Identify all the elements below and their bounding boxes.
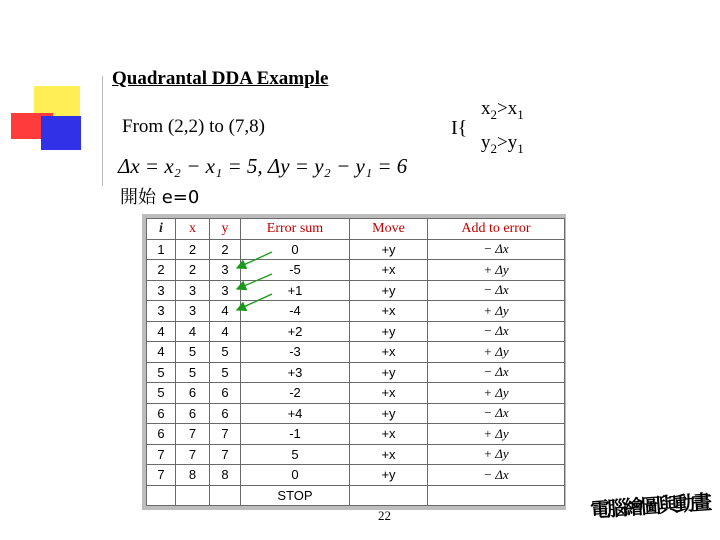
cell-add-to-error: + Δy bbox=[428, 444, 565, 465]
cell-i: 6 bbox=[147, 403, 176, 424]
cell-move: +x bbox=[350, 301, 428, 322]
cell-move: +y bbox=[350, 362, 428, 383]
cell-x: 7 bbox=[176, 444, 210, 465]
cell-y: 5 bbox=[210, 342, 241, 363]
cell-i: 6 bbox=[147, 424, 176, 445]
cell-x: 8 bbox=[176, 465, 210, 486]
cell-y: 4 bbox=[210, 321, 241, 342]
arrow-2 bbox=[237, 274, 272, 289]
cell-error-sum: 0 bbox=[241, 239, 350, 260]
cell-add-to-error: + Δy bbox=[428, 260, 565, 281]
cell-y: 7 bbox=[210, 444, 241, 465]
cell-move: +y bbox=[350, 465, 428, 486]
cell-x: 5 bbox=[176, 362, 210, 383]
cell-i: 5 bbox=[147, 362, 176, 383]
cell-error-sum: +2 bbox=[241, 321, 350, 342]
cell-x: 6 bbox=[176, 403, 210, 424]
cell-error-sum: +3 bbox=[241, 362, 350, 383]
cell-i: 7 bbox=[147, 465, 176, 486]
condition-brace: I{ bbox=[451, 117, 468, 139]
condition-y: $y_2>y_1$ bbox=[481, 132, 524, 156]
cell-error-sum: -1 bbox=[241, 424, 350, 445]
cell-error-sum: -5 bbox=[241, 260, 350, 281]
cell-x: 6 bbox=[176, 383, 210, 404]
cell-y: 2 bbox=[210, 239, 241, 260]
cell-error-sum: -4 bbox=[241, 301, 350, 322]
cell-y: 8 bbox=[210, 465, 241, 486]
cell-add-to-error: − Δx bbox=[428, 321, 565, 342]
cell-x: 4 bbox=[176, 321, 210, 342]
start-condition: 開始 e=0 bbox=[120, 187, 200, 208]
cell-i: 7 bbox=[147, 444, 176, 465]
header-move: Move bbox=[350, 219, 428, 240]
cell-i: 4 bbox=[147, 321, 176, 342]
cell-add-to-error: + Δy bbox=[428, 424, 565, 445]
cell-x: 3 bbox=[176, 280, 210, 301]
header-x: x bbox=[176, 219, 210, 240]
cell-error-sum: +4 bbox=[241, 403, 350, 424]
cell-error-sum: -2 bbox=[241, 383, 350, 404]
condition-x: $x_2>x_1$ bbox=[481, 98, 524, 122]
cell-x: 2 bbox=[176, 260, 210, 281]
cell-y: 7 bbox=[210, 424, 241, 445]
cell-i: 4 bbox=[147, 342, 176, 363]
cell-move: +y bbox=[350, 321, 428, 342]
cell-i: 2 bbox=[147, 260, 176, 281]
header-y: y bbox=[210, 219, 241, 240]
cell-move: +x bbox=[350, 383, 428, 404]
cell-move: +x bbox=[350, 260, 428, 281]
arrow-3 bbox=[237, 294, 272, 310]
cell-add-to-error: − Δx bbox=[428, 362, 565, 383]
cell-y: 3 bbox=[210, 260, 241, 281]
cell-error-sum: +1 bbox=[241, 280, 350, 301]
delta-equation: Δx = x₂ − x₁ = 5, Δy = y₂ − y₁ = 6 bbox=[118, 154, 408, 178]
cell-error-sum: -3 bbox=[241, 342, 350, 363]
cell-y: 5 bbox=[210, 362, 241, 383]
cell-y: 6 bbox=[210, 403, 241, 424]
stop-label: STOP bbox=[241, 485, 350, 506]
header-add-to-error: Add to error bbox=[428, 219, 565, 240]
from-to-text: From (2,2) to (7,8) bbox=[122, 116, 266, 137]
slide-title: Quadrantal DDA Example bbox=[112, 68, 329, 89]
cell-move: +x bbox=[350, 342, 428, 363]
cell-add-to-error: + Δy bbox=[428, 301, 565, 322]
cell-y: 4 bbox=[210, 301, 241, 322]
cell-move: +y bbox=[350, 239, 428, 260]
cell-i: 1 bbox=[147, 239, 176, 260]
header-i: i bbox=[147, 219, 176, 240]
corner-logo-text: 電腦繪圖與動畫 bbox=[589, 489, 710, 523]
cell-x: 7 bbox=[176, 424, 210, 445]
cell-y: 3 bbox=[210, 280, 241, 301]
cell-error-sum: 0 bbox=[241, 465, 350, 486]
cell-add-to-error: + Δy bbox=[428, 342, 565, 363]
header-error-sum: Error sum bbox=[241, 219, 350, 240]
cell-error-sum: 5 bbox=[241, 444, 350, 465]
cell-y: 6 bbox=[210, 383, 241, 404]
cell-add-to-error: + Δy bbox=[428, 383, 565, 404]
cell-move: +x bbox=[350, 444, 428, 465]
cell-i: 3 bbox=[147, 280, 176, 301]
cell-move: +y bbox=[350, 403, 428, 424]
page-number: 22 bbox=[378, 508, 391, 523]
cell-add-to-error: − Δx bbox=[428, 465, 565, 486]
cell-move: +y bbox=[350, 280, 428, 301]
cell-move: +x bbox=[350, 424, 428, 445]
cell-i: 5 bbox=[147, 383, 176, 404]
cell-add-to-error: − Δx bbox=[428, 403, 565, 424]
cell-x: 3 bbox=[176, 301, 210, 322]
arrow-1 bbox=[237, 252, 272, 268]
cell-add-to-error: − Δx bbox=[428, 239, 565, 260]
cell-x: 5 bbox=[176, 342, 210, 363]
cell-x: 2 bbox=[176, 239, 210, 260]
cell-i: 3 bbox=[147, 301, 176, 322]
cell-add-to-error: − Δx bbox=[428, 280, 565, 301]
